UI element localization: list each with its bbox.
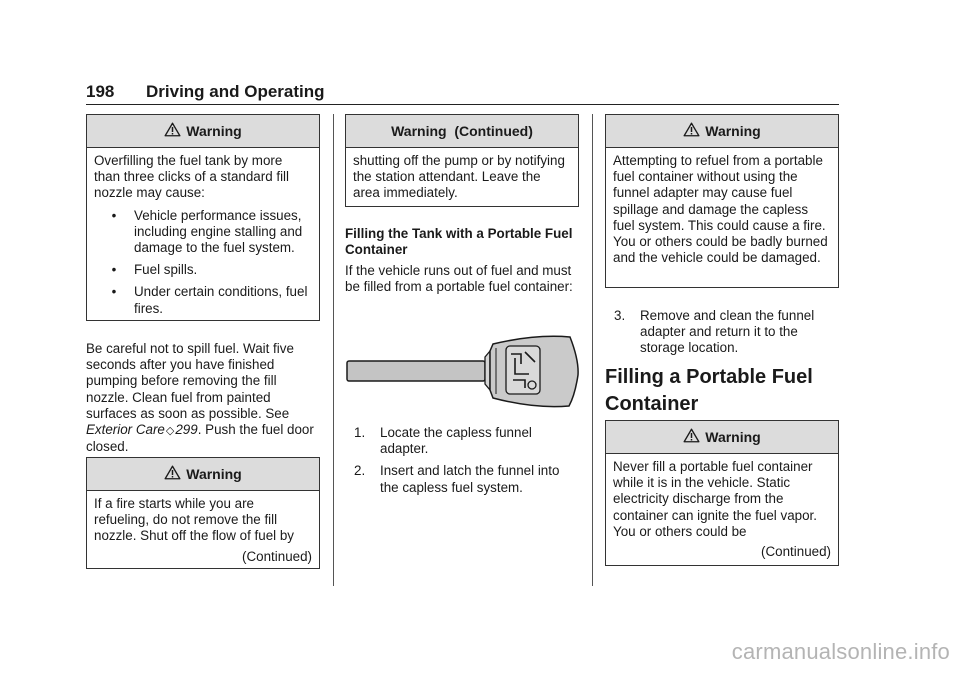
warning-header (87, 115, 319, 148)
warning-title: Warning (Continued) (391, 122, 533, 139)
warning-triangle-icon (164, 122, 181, 137)
warning-title: Warning (186, 122, 242, 139)
list-item: 3. Remove and clean the funnel adapter and return it to the storage location. (614, 308, 815, 356)
list-item: • Fuel spills. (94, 262, 312, 278)
continued-label: (Continued) (242, 548, 312, 564)
list-item: • Vehicle performance issues, including engine stalling and damage to the fuel system. (94, 208, 312, 257)
bullet-icon: • (111, 284, 117, 300)
warning-title: Warning (705, 122, 761, 139)
warning-box-fire-continued (345, 114, 579, 207)
continued-label: (Continued) (761, 544, 831, 560)
subheading-portable-container: Filling the Tank with a Portable Fuel Container (345, 226, 573, 258)
warning-triangle-icon (164, 465, 181, 480)
xref-page[interactable]: 299 (175, 422, 198, 438)
warning-triangle-icon (683, 122, 700, 137)
fuel-spill-paragraph: Be careful not to spill fuel. Wait five seconds after you have finished pumping before removing the fill nozzle. Clean fuel from painted surfaces as soon as possible. See Exterior Care◇299. Push the fuel door closed. (86, 341, 314, 455)
list-item: 1. Locate the capless funnel adapter. (354, 425, 532, 457)
warning-box-portable (605, 420, 839, 566)
warning-body: Attempting to refuel from a portable fuel container without using the funnel adapter may cause fuel spillage and damage the capless fuel system. This could cause a fire. You or others could be badly burned and the vehicle could be damaged. (613, 153, 828, 266)
warning-triangle-icon (683, 428, 700, 443)
chapter-title: Driving and Operating (146, 82, 325, 101)
xref-link[interactable]: Exterior Care (86, 422, 165, 438)
warning-header (346, 115, 578, 148)
warning-header (87, 458, 319, 491)
warning-header (606, 115, 838, 148)
page-number: 198 (86, 82, 115, 101)
header-rule (86, 104, 839, 105)
watermark: carmanualsonline.info (731, 639, 950, 664)
portable-intro: If the vehicle runs out of fuel and must be filled from a portable fuel container: (345, 263, 573, 295)
warning-title: Warning (705, 428, 761, 445)
warning-intro: Overfilling the fuel tank by more than three clicks of a standard fill nozzle may cause: (94, 153, 290, 201)
step-list (354, 425, 579, 502)
list-item: 2. Insert and latch the funnel into the capless fuel system. (354, 463, 560, 495)
warning-box-overfill (86, 114, 320, 321)
column-divider-2 (592, 114, 593, 586)
list-item: • Under certain conditions, fuel fires. (94, 284, 312, 316)
bullet-icon: • (111, 262, 117, 278)
warning-body: shutting off the pump or by notifying the station attendant. Leave the area immediately. (353, 153, 565, 201)
bullet-icon: • (111, 207, 117, 223)
column-divider-1 (333, 114, 334, 586)
warning-body: If a fire starts while you are refueling, do not remove the fill nozzle. Shut off the flow of fuel by (94, 496, 294, 544)
warning-box-funnel (605, 114, 839, 288)
warning-title: Warning (186, 465, 242, 482)
funnel-adapter-illustration (345, 330, 580, 410)
section-title: Filling a Portable Fuel Container (605, 366, 813, 415)
warning-header (606, 421, 838, 454)
warning-body: Never fill a portable fuel container while it is in the vehicle. Static electricity discharge from the container can ignite the fuel vapor. You or others could be (613, 459, 817, 539)
page-ref-icon: ◇ (165, 425, 175, 438)
warning-box-fire (86, 457, 320, 569)
